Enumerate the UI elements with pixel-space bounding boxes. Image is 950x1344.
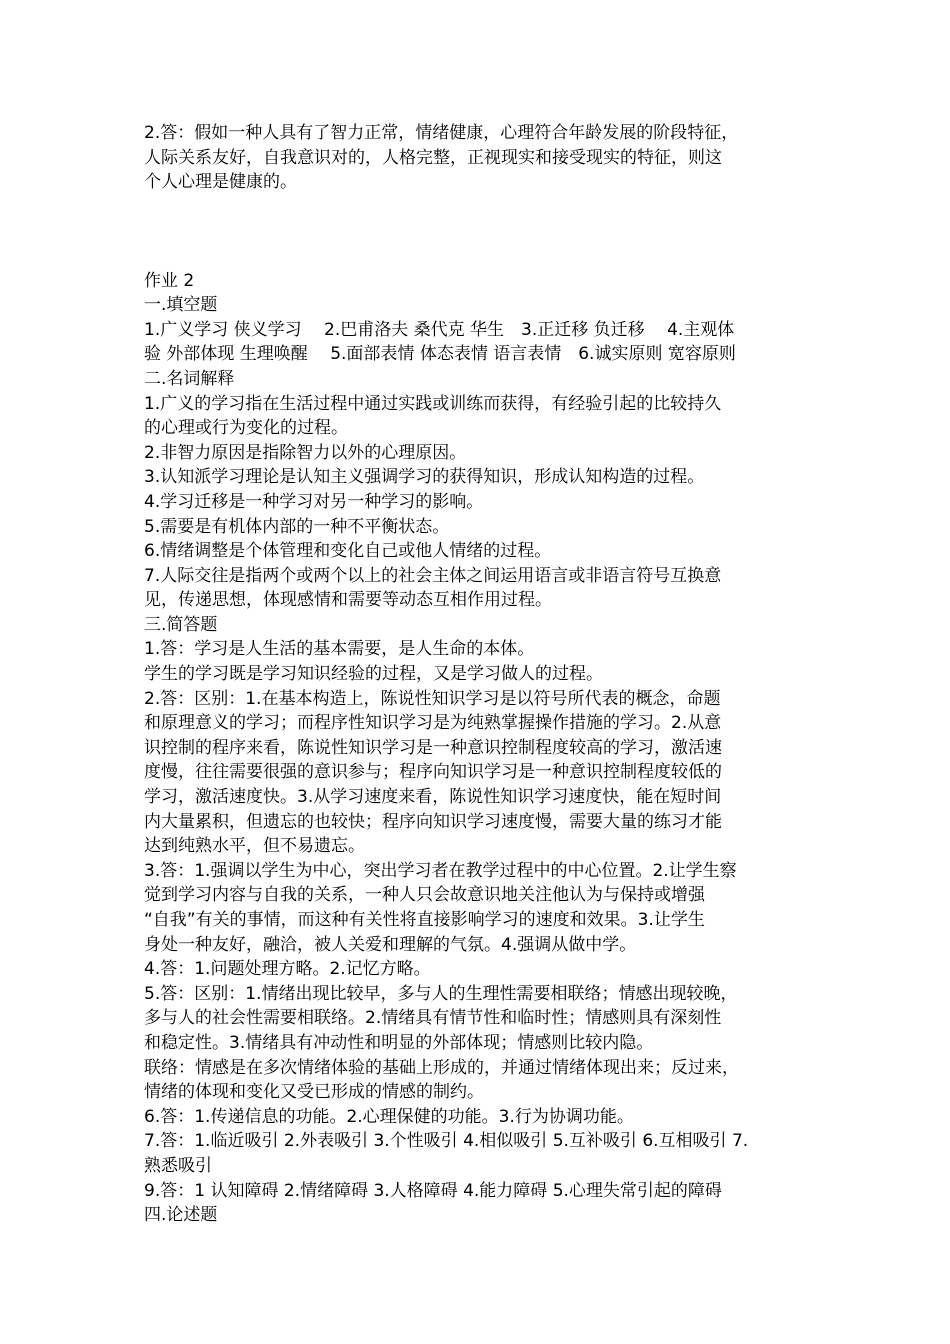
text-line: 内大量累积，但遗忘的也较快；程序向知识学习速度慢，需要大量的练习才能 <box>144 811 722 832</box>
text-line: 2.答：区别：1.在基本构造上，陈说性知识学习是以符号所代表的概念，命题 <box>144 688 721 709</box>
text-line: 6.答：1.传递信息的功能。2.心理保健的功能。3.行为协调功能。 <box>144 1106 634 1127</box>
text-line: 4.答：1.问题处理方略。2.记忆方略。 <box>144 959 431 980</box>
text-line: 和稳定性。3.情绪具有冲动性和明显的外部体现；情感则比较内隐。 <box>144 1032 654 1053</box>
blank-line <box>144 244 814 269</box>
text-line: 7.人际交往是指两个或两个以上的社会主体之间运用语言或非语言符号互换意 <box>144 565 722 586</box>
term-definitions <box>144 392 814 613</box>
text-line: 4.学习迁移是一种学习对另一种学习的影响。 <box>144 491 484 512</box>
fill-in-answers <box>144 318 814 367</box>
text-line: 情绪的体现和变化又受已形成的情感的制约。 <box>144 1082 484 1103</box>
text-line: 的心理或行为变化的过程。 <box>144 418 348 439</box>
short-answers <box>144 637 814 1203</box>
text-line: 3.认知派学习理论是认知主义强调学习的获得知识，形成认知构造的过程。 <box>144 467 705 488</box>
text-line: 2.答：假如一种人具有了智力正常，情绪健康，心理符合年龄发展的阶段特征， <box>144 123 739 143</box>
text-line: 身处一种友好，融洽，被人关爱和理解的气氛。4.强调从做中学。 <box>144 934 637 955</box>
text-line: 6.情绪调整是个体管理和变化自己或他人情绪的过程。 <box>144 541 552 562</box>
text-line: 1.答：学习是人生活的基本需要，是人生命的本体。 <box>144 639 535 660</box>
text-line: 和原理意义的学习；而程序性知识学习是为纯熟掌握操作措施的学习。2.从意 <box>144 713 722 734</box>
text-line: 识控制的程序来看，陈说性知识学习是一种意识控制程度较高的学习，激活速 <box>144 737 722 758</box>
text-line: 见，传递思想，体现感情和需要等动态互相作用过程。 <box>144 590 552 611</box>
text-line: “自我”有关的事情，而这种有关性将直接影响学习的速度和效果。3.让学生 <box>144 910 705 930</box>
text-line: 验 外部体现 生理唤醒 5.面部表情 体态表情 语言表情 6.诚实原则 宽容原则 <box>144 344 736 365</box>
text-line: 7.答：1.临近吸引 2.外表吸引 3.个性吸引 4.相似吸引 5.互补吸引 6.互相吸引 7. <box>144 1131 749 1152</box>
section-heading-fill-in: 一.填空题 <box>144 295 218 316</box>
section-heading-terms: 二.名词解释 <box>144 368 235 389</box>
text-line: 5.需要是有机体内部的一种不平衡状态。 <box>144 516 450 537</box>
text-line: 度慢，往往需要很强的意识参与；程序向知识学习是一种意识控制程度较低的 <box>144 762 722 783</box>
text-line: 3.答：1.强调以学生为中心，突出学习者在教学过程中的中心位置。2.让学生察 <box>144 860 737 881</box>
text-line: 1.广义的学习指在生活过程中通过实践或训练而获得，有经验引起的比较持久 <box>144 393 722 414</box>
assignment-title: 作业 2 <box>144 270 195 291</box>
text-line: 5.答：区别：1.情绪出现比较早，多与人的生理性需要相联络；情感出现较晚， <box>144 983 738 1004</box>
intro-answer-paragraph <box>144 121 814 195</box>
text-line: 人际关系友好，自我意识对的，人格完整，正视现实和接受现实的特征，则这 <box>144 147 722 168</box>
text-line: 多与人的社会性需要相联络。2.情绪具有情节性和临时性；情感则具有深刻性 <box>144 1008 722 1029</box>
text-line: 学生的学习既是学习知识经验的过程，又是学习做人的过程。 <box>144 664 603 685</box>
text-line: 2.非智力原因是指除智力以外的心理原因。 <box>144 442 467 463</box>
text-line: 个人心理是健康的。 <box>144 172 297 193</box>
section-heading-essay: 四.论述题 <box>144 1205 218 1226</box>
text-line: 学习，激活速度快。3.从学习速度来看，陈说性知识学习速度快，能在短时间 <box>144 787 722 808</box>
text-line: 1.广义学习 侠义学习 2.巴甫洛夫 桑代克 华生 3.正迁移 负迁移 4.主观体 <box>144 319 735 340</box>
text-line: 觉到学习内容与自我的关系，一种人只会故意识地关注他认为与保持或增强 <box>144 885 705 906</box>
section-heading-short-answer: 三.简答题 <box>144 614 218 635</box>
text-line: 达到纯熟水平，但不易遗忘。 <box>144 836 365 857</box>
blank-line <box>144 195 814 220</box>
text-line: 联络：情感是在多次情绪体验的基础上形成的，并通过情绪体现出来；反过来， <box>144 1057 739 1078</box>
document-body <box>144 121 814 1228</box>
blank-line <box>144 219 814 244</box>
text-line: 熟悉吸引 <box>144 1155 212 1176</box>
text-line: 9.答：1 认知障碍 2.情绪障碍 3.人格障碍 4.能力障碍 5.心理失常引起的障碍 <box>144 1180 722 1201</box>
